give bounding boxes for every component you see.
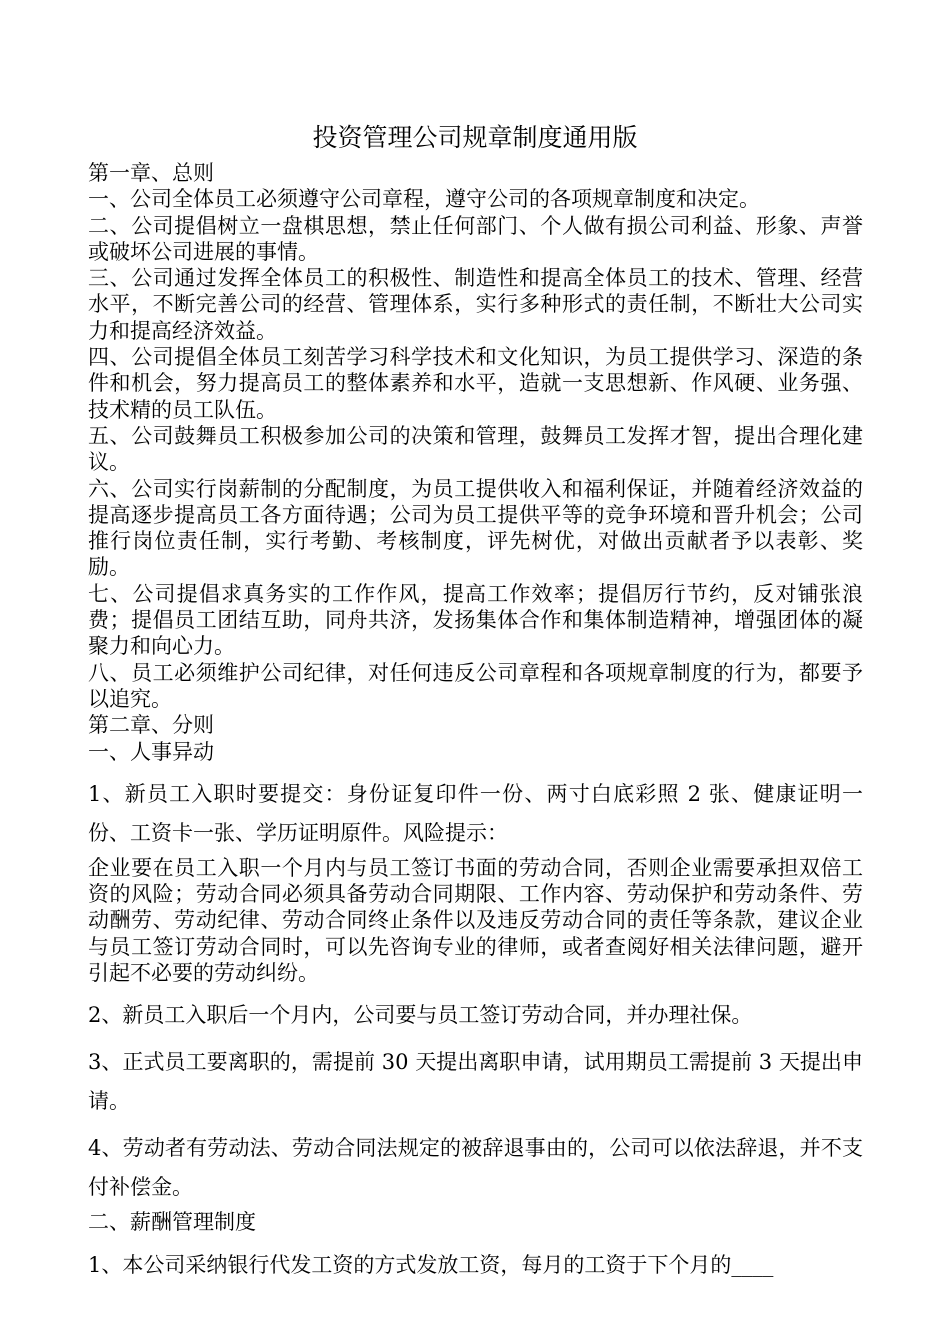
paragraph: 2、新员工入职后一个月内，公司要与员工签订劳动合同，并办理社保。	[88, 1003, 753, 1028]
paragraph: 二、公司提倡树立一盘棋思想，禁止任何部门、个人做有损公司利益、形象、声誉或破坏公司进展的事情。	[88, 213, 863, 264]
paragraph: 3、正式员工要离职的，需提前 30 天提出离职申请，试用期员工需提前 3 天提出申请。	[88, 1050, 863, 1114]
paragraph: 一、公司全体员工必须遵守公司章程，遵守公司的各项规章制度和决定。	[88, 187, 760, 212]
chapter-heading: 第二章、分则	[88, 713, 214, 738]
paragraph: 五、公司鼓舞员工积极参加公司的决策和管理，鼓舞员工发挥才智，提出合理化建议。	[88, 423, 863, 475]
paragraph: 四、公司提倡全体员工刻苦学习科学技术和文化知识，为员工提供学习、深造的条件和机会，努力提高员工的整体素养和水平，造就一支思想新、作风硬、业务强、技术精的员工队伍。	[88, 345, 863, 422]
paragraph: 六、公司实行岗薪制的分配制度，为员工提供收入和福利保证，并随着经济效益的提高逐步提高员工各方面待遇；公司为员工提供平等的竞争环境和晋升机会；公司推行岗位责任制，实行考勤、考核制度，评先树优，对做出贡献者予以表彰、奖励。	[88, 476, 863, 580]
section-heading: 二、薪酬管理制度	[88, 1210, 256, 1235]
document-title: 投资管理公司规章制度通用版	[312, 123, 638, 152]
paragraph: 企业要在员工入职一个月内与员工签订书面的劳动合同，否则企业需要承担双倍工资的风险；劳动合同必须具备劳动合同期限、工作内容、劳动保护和劳动条件、劳动酬劳、劳动纪律、劳动合同终止条件以及违反劳动合同的责任等条款，建议企业与员工签订劳动合同时，可以先咨询专业的律师，或者查阅好相关法律问题，避开引起不必要的劳动纠纷。	[88, 855, 863, 986]
paragraph: 4、劳动者有劳动法、劳动合同法规定的被辞退事由的，公司可以依法辞退，并不支付补偿金。	[88, 1136, 863, 1200]
section-heading: 一、人事异动	[88, 739, 214, 764]
paragraph: 八、员工必须维护公司纪律，对任何违反公司章程和各项规章制度的行为，都要予以追究。	[88, 660, 863, 711]
paragraph: 1、新员工入职时要提交：身份证复印件一份、两寸白底彩照 2 张、健康证明一份、工资卡一张、学历证明原件。风险提示：	[88, 781, 863, 845]
chapter-heading: 第一章、总则	[88, 161, 214, 185]
document-body	[88, 160, 863, 1287]
paragraph: 七、公司提倡求真务实的工作作风，提高工作效率；提倡厉行节约，反对铺张浪费；提倡员工团结互助，同舟共济，发扬集体合作和集体制造精神，增强团体的凝聚力和向心力。	[88, 581, 863, 659]
paragraph: 1、本公司采纳银行代发工资的方式发放工资，每月的工资于下个月的____	[88, 1252, 774, 1277]
paragraph: 三、公司通过发挥全体员工的积极性、制造性和提高全体员工的技术、管理、经营水平，不断完善公司的经营、管理体系，实行多种形式的责任制，不断壮大公司实力和提高经济效益。	[88, 266, 863, 343]
